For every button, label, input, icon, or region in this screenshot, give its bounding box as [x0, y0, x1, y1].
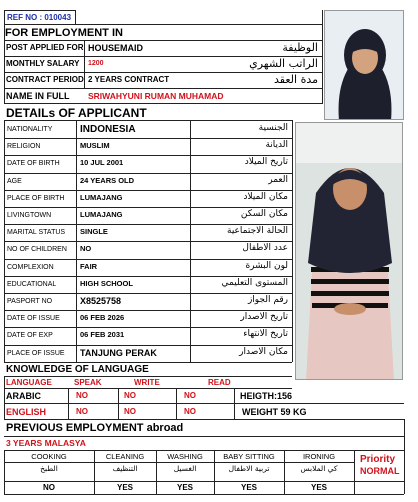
- priority-value: NORMAL: [360, 466, 400, 476]
- language-arabic: ARABIC: [6, 391, 41, 401]
- detail-label: DATE OF EXP: [7, 332, 53, 340]
- detail-arabic-label: الديانة: [265, 140, 288, 151]
- arabic-read: NO: [184, 391, 196, 400]
- skill-value: YES: [310, 483, 327, 492]
- name-value: SRIWAHYUNI RUMAN MUHAMAD: [88, 91, 224, 101]
- detail-arabic-label: مكان الميلاد: [243, 191, 288, 202]
- detail-arabic-label: الحالة الاجتماعية: [227, 226, 288, 237]
- skill-value: YES: [116, 483, 133, 492]
- salary-ar: الراتب الشهري: [249, 57, 318, 70]
- post-applied-label: POST APPLIED FOR: [6, 43, 84, 52]
- skill-value: YES: [176, 483, 193, 492]
- skill-label: COOKING: [31, 452, 67, 461]
- detail-label: NO OF CHILDREN: [7, 246, 67, 254]
- detail-value: FAIR: [80, 261, 98, 271]
- weight-value: WEIGHT 59 KG: [242, 407, 307, 417]
- language-header-speak: SPEAK: [74, 378, 102, 387]
- arabic-write: NO: [124, 391, 136, 400]
- salary-label: MONTHLY SALARY: [6, 59, 80, 68]
- detail-arabic-label: مكان السكن: [240, 209, 288, 219]
- skill-value: NO: [43, 483, 55, 492]
- detail-arabic-label: تاريخ الاصدار: [240, 312, 288, 323]
- arabic-speak: NO: [76, 391, 88, 400]
- detail-label: NATIONALITY: [7, 126, 53, 133]
- detail-label: PASPORT NO: [7, 298, 53, 305]
- english-write: NO: [124, 407, 136, 416]
- applicant-photo-full: [295, 122, 403, 380]
- language-header-write: WRITE: [134, 378, 160, 387]
- detail-label: DATE OF ISSUE: [7, 315, 60, 323]
- contract-ar: مدة العقد: [274, 73, 318, 86]
- detail-arabic-label: مكان الاصدار: [239, 346, 288, 357]
- detail-arabic-label: رقم الجواز: [247, 295, 288, 305]
- name-label: NAME IN FULL: [6, 91, 70, 101]
- previous-employment-title: PREVIOUS EMPLOYMENT abroad: [6, 422, 184, 434]
- skill-label: BABY SITTING: [223, 452, 275, 461]
- detail-arabic-label: العمر: [268, 174, 288, 185]
- detail-label: DATE OF BIRTH: [7, 160, 60, 168]
- detail-value: NO: [80, 244, 92, 254]
- post-applied-ar: الوظيفة: [282, 41, 318, 54]
- language-english: ENGLISH: [6, 407, 47, 417]
- skill-arabic-label: التنظيف: [112, 464, 138, 473]
- detail-label: PLACE OF BIRTH: [7, 194, 65, 202]
- detail-value: LUMAJANG: [80, 192, 123, 202]
- skill-value: YES: [240, 483, 257, 492]
- detail-arabic-label: تاريخ الانتهاء: [243, 329, 288, 340]
- language-header-read: READ: [208, 378, 231, 387]
- details-title: DETAILs OF APPLICANT: [6, 106, 147, 120]
- detail-value: HIGH SCHOOL: [80, 278, 133, 288]
- detail-value: 06 FEB 2026: [80, 313, 125, 323]
- post-applied-value: HOUSEMAID: [88, 43, 144, 53]
- detail-value: TANJUNG PERAK: [80, 347, 157, 358]
- detail-value: LUMAJANG: [80, 210, 123, 219]
- language-header-language: LANGUAGE: [6, 378, 52, 387]
- detail-label: PLACE OF ISSUE: [7, 349, 65, 357]
- page-title: FOR EMPLOYMENT IN: [5, 27, 123, 39]
- contract-label: CONTRACT PERIOD: [6, 75, 84, 84]
- english-speak: NO: [76, 407, 88, 416]
- detail-value: INDONESIA: [80, 124, 136, 135]
- skill-label: WASHING: [167, 452, 203, 461]
- detail-value: 10 JUL 2001: [80, 158, 124, 168]
- detail-arabic-label: تاريخ الميلاد: [244, 157, 288, 168]
- skill-label: CLEANING: [105, 452, 145, 461]
- detail-label: RELIGION: [7, 143, 41, 151]
- detail-value: MUSLIM: [80, 141, 110, 151]
- skill-arabic-label: تربية الاطفال: [228, 464, 270, 473]
- applicant-photo-small: [324, 10, 404, 120]
- ref-number: REF NO : 010043: [7, 13, 72, 22]
- skill-arabic-label: الطبخ: [40, 464, 58, 473]
- height-value: HEIGTH:156: [240, 391, 293, 401]
- english-read: NO: [184, 407, 196, 416]
- contract-value: 2 YEARS CONTRACT: [88, 75, 170, 84]
- detail-label: MARITAL STATUS: [7, 229, 66, 237]
- skill-arabic-label: الغسيل: [173, 464, 197, 473]
- detail-value: X8525758: [80, 296, 122, 306]
- detail-label: EDUCATIONAL: [7, 280, 57, 288]
- detail-label: LIVINGTOWN: [7, 212, 52, 219]
- detail-value: 06 FEB 2031: [80, 330, 125, 340]
- detail-arabic-label: عدد الاطفال: [242, 243, 288, 254]
- detail-value: SINGLE: [80, 227, 108, 237]
- detail-value: 24 YEARS OLD: [80, 175, 135, 185]
- detail-arabic-label: لون البشرة: [245, 260, 288, 271]
- priority-label: Priority: [360, 454, 396, 465]
- detail-arabic-label: الجنسية: [258, 123, 288, 133]
- detail-arabic-label: المستوى التعليمي: [221, 277, 288, 288]
- language-title: KNOWLEDGE OF LANGUAGE: [6, 364, 149, 375]
- detail-label: COMPLEXION: [7, 263, 54, 271]
- detail-label: AGE: [7, 177, 22, 185]
- skill-label: IRONING: [302, 452, 336, 461]
- previous-country: 3 YEARS MALASYA: [6, 438, 86, 448]
- skill-arabic-label: كي الملابس: [300, 464, 338, 473]
- salary-value: 1200: [88, 60, 104, 67]
